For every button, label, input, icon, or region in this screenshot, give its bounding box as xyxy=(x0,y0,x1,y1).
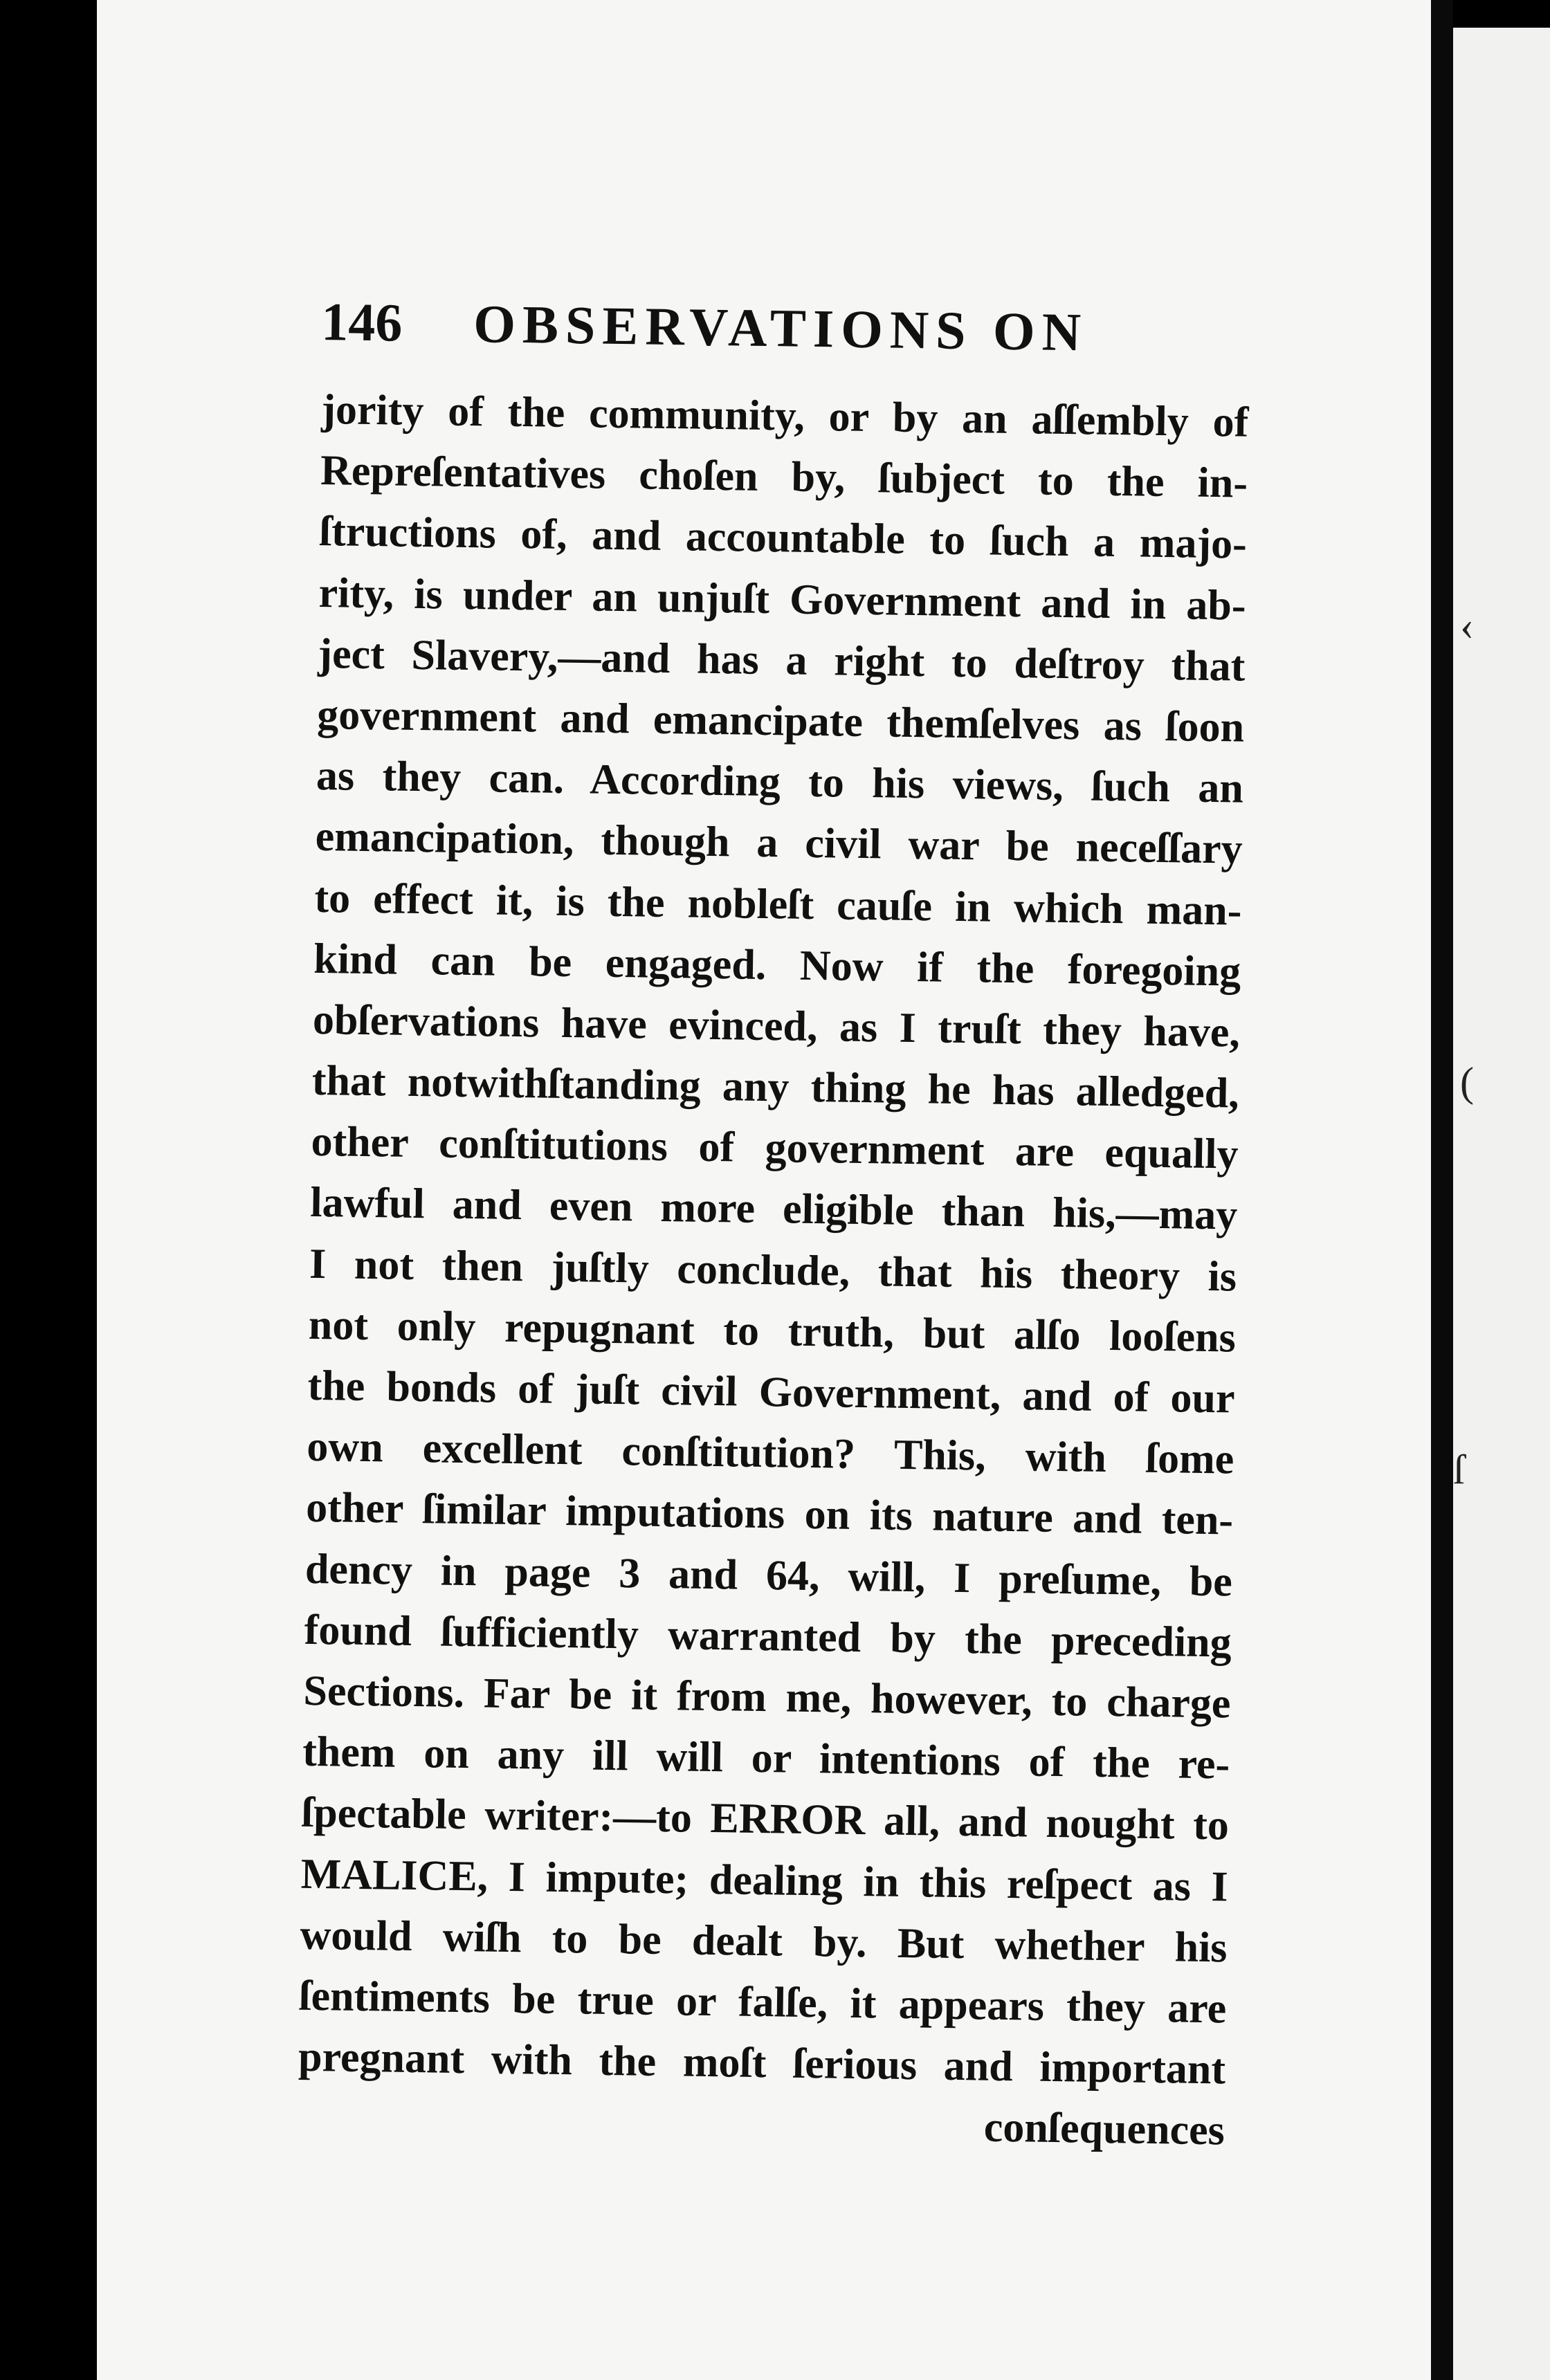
text-line: to effect it, is the nobleſt cauſe in which man- xyxy=(314,874,1242,935)
text-line: emancipation, though a civil war be neceſſary xyxy=(315,813,1243,873)
text-line: Sections. Far be it from me, however, to charge xyxy=(303,1667,1231,1728)
text-line: ſentiments be true or falſe, it appears they are xyxy=(298,1972,1227,2033)
text-line: rity, is under an unjuſt Government and in ab- xyxy=(318,569,1247,630)
text-line: ſpectable writer:—to ERROR all, and nought to xyxy=(301,1789,1230,1849)
text-line: other conſtitutions of government are equally xyxy=(311,1118,1239,1178)
text-line: ject Slavery,—and has a right to deſtroy that xyxy=(317,630,1246,690)
margin-mark: ‹ xyxy=(1460,603,1474,648)
catchword: conſequences xyxy=(983,2103,1225,2154)
text-line: I not then juſtly conclude, that his theory is xyxy=(309,1240,1237,1301)
text-line: jority of the community, or by an aſſembly of xyxy=(320,385,1249,446)
text-line: that notwithſtanding any thing he has alledged, xyxy=(311,1056,1240,1117)
text-line: found ſufficiently warranted by the preceding xyxy=(304,1606,1232,1667)
margin-mark: ( xyxy=(1460,1059,1474,1105)
text-line: the bonds of juſt civil Government, and of our xyxy=(307,1362,1236,1422)
text-line: obſervations have evinced, as I truſt they have, xyxy=(312,996,1241,1056)
text-line: own excellent conſtitution? This, with ſome xyxy=(306,1423,1234,1483)
text-line: as they can. According to his views, ſuch an xyxy=(316,752,1244,812)
text-line: them on any ill will or intentions of the re- xyxy=(302,1728,1230,1788)
page-header xyxy=(320,291,1249,387)
gutter-shadow xyxy=(1431,0,1453,2380)
text-line: not only repugnant to truth, but alſo looſens xyxy=(308,1301,1237,1362)
text-line: government and emancipate themſelves as ſoon xyxy=(316,690,1245,751)
text-line: lawful and even more eligible than his,—may xyxy=(309,1179,1238,1240)
text-line: Repreſentatives choſen by, ſubject to the in- xyxy=(320,447,1248,507)
page-number: 146 xyxy=(320,291,403,353)
text-line: kind can be engaged. Now if the foregoing xyxy=(313,935,1241,996)
text-line: would wiſh to be dealt by. But whether his xyxy=(300,1911,1228,1972)
running-title: OBSERVATIONS ON xyxy=(473,293,1088,363)
text-line: pregnant with the moſt ſerious and important xyxy=(298,2033,1226,2094)
margin-mark: ſ xyxy=(1453,1447,1465,1492)
text-line: dency in page 3 and 64, will, I preſume, be xyxy=(304,1545,1233,1606)
text-line: MALICE, I impute; dealing in this reſpect as I xyxy=(300,1850,1229,1910)
body-text xyxy=(297,379,1249,2161)
text-line: other ſimilar imputations on its nature and ten- xyxy=(305,1484,1234,1544)
book-page-right-edge xyxy=(1453,28,1550,2380)
text-line: ſtructions of, and accountable to ſuch a majo- xyxy=(319,508,1248,569)
